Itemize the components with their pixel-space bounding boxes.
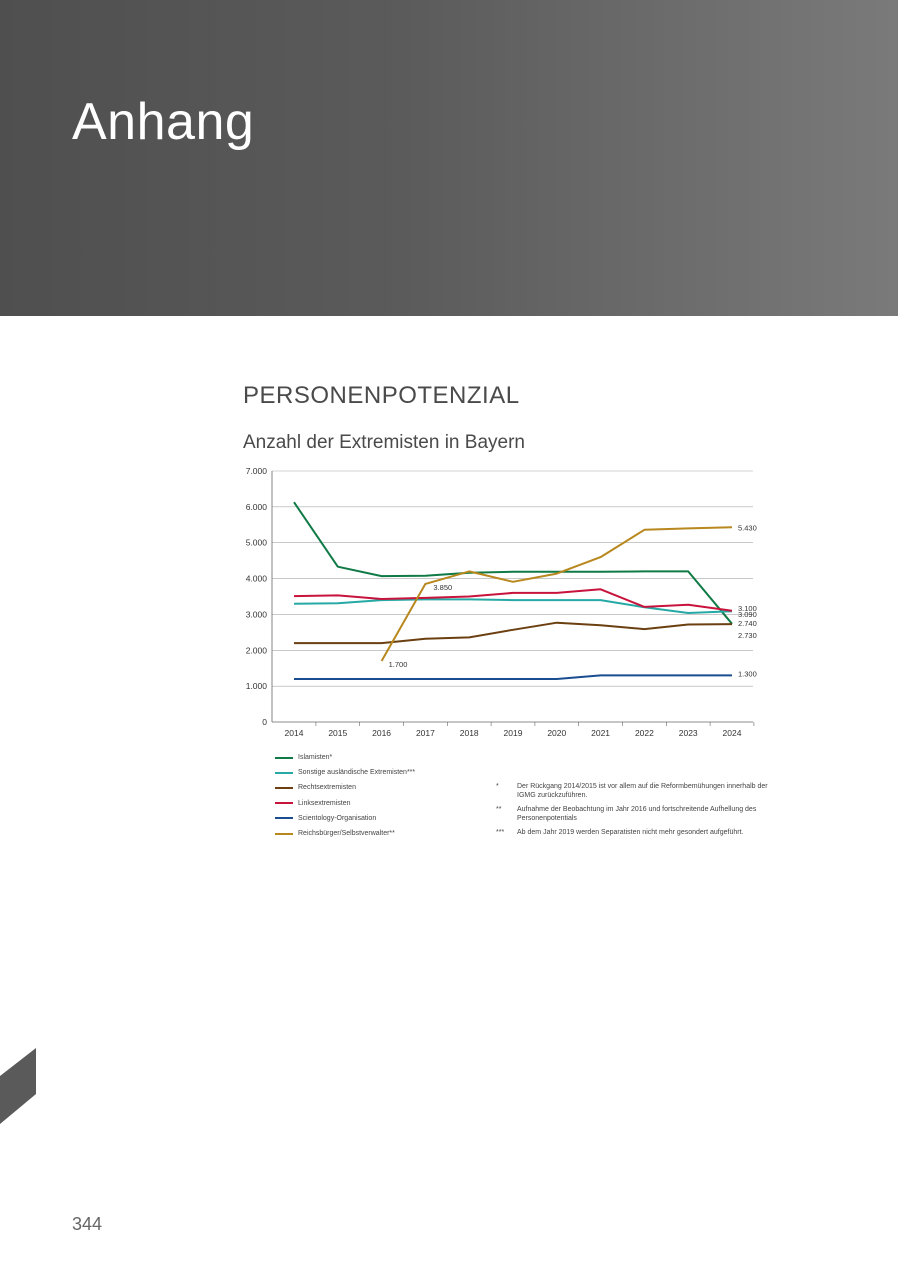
legend-label: Reichsbürger/Selbstverwalter** <box>298 830 395 838</box>
y-tick-label: 1.000 <box>245 681 267 692</box>
chart-legend <box>275 750 415 841</box>
x-tick-label: 2014 <box>284 728 304 738</box>
data-label: 3.850 <box>433 582 453 592</box>
header-band <box>0 0 898 316</box>
footnote-text: Der Rückgang 2014/2015 ist vor allem auf die Reformbemühungen innerhalb der IGMG zurückzuführen. <box>517 783 768 799</box>
footnote-mark: ** <box>496 806 502 813</box>
y-tick-label: 2.000 <box>245 645 267 656</box>
corner-decoration <box>0 1046 40 1126</box>
line-chart <box>225 460 795 740</box>
legend-label: Linksextremisten <box>298 799 351 807</box>
legend-swatch <box>275 787 293 789</box>
data-label: 2.740 <box>738 618 757 628</box>
footnote <box>496 806 781 823</box>
legend-item <box>275 826 415 841</box>
x-tick-label: 2024 <box>722 728 742 738</box>
legend-swatch <box>275 757 293 759</box>
x-tick-label: 2023 <box>678 728 698 738</box>
x-tick-label: 2018 <box>459 728 479 738</box>
x-tick-label: 2016 <box>372 728 392 738</box>
legend-item <box>275 796 415 811</box>
series-line <box>382 527 732 661</box>
legend-label: Rechtsextremisten <box>298 784 356 792</box>
data-label: 3.090 <box>738 610 757 620</box>
chart-title: Anzahl der Extremisten in Bayern <box>243 432 525 453</box>
x-tick-label: 2015 <box>328 728 348 738</box>
data-label: 2.730 <box>738 631 757 641</box>
legend-swatch <box>275 772 293 774</box>
legend-label: Scientology-Organisation <box>298 814 377 822</box>
x-tick-label: 2021 <box>591 728 611 738</box>
footnotes <box>496 783 781 844</box>
legend-label: Islamisten* <box>298 754 333 762</box>
footnote-text: Aufnahme der Beobachtung im Jahr 2016 und fortschreitende Aufhellung des Personenpotentials <box>517 806 757 822</box>
footnote-mark: * <box>496 783 499 790</box>
legend-swatch <box>275 833 293 835</box>
x-tick-label: 2019 <box>503 728 523 738</box>
legend-swatch <box>275 802 293 804</box>
footnote <box>496 829 781 838</box>
legend-item <box>275 780 415 795</box>
x-tick-label: 2017 <box>415 728 435 738</box>
y-tick-label: 5.000 <box>245 537 267 548</box>
footnote-text: Ab dem Jahr 2019 werden Separatisten nicht mehr gesondert aufgeführt. <box>517 829 744 836</box>
series-line <box>294 675 732 679</box>
legend-item <box>275 765 415 780</box>
x-tick-label: 2022 <box>634 728 654 738</box>
data-label: 1.700 <box>388 660 408 670</box>
legend-item <box>275 811 415 826</box>
page-number: 344 <box>72 1214 103 1234</box>
series-line <box>294 623 732 643</box>
section-title: PERSONENPOTENZIAL <box>243 382 520 409</box>
legend-label: Sonstige ausländische Extremisten*** <box>298 769 416 777</box>
y-tick-label: 4.000 <box>245 573 267 584</box>
y-tick-label: 0 <box>262 717 267 727</box>
page-title: Anhang <box>72 93 255 151</box>
data-label: 1.300 <box>738 669 757 679</box>
y-tick-label: 3.000 <box>245 609 267 620</box>
legend-item <box>275 750 415 765</box>
footnote-mark: *** <box>496 829 505 836</box>
data-label: 5.430 <box>738 523 757 533</box>
y-tick-label: 6.000 <box>245 501 267 512</box>
data-label: 3.100 <box>738 603 757 613</box>
legend-swatch <box>275 817 293 819</box>
y-tick-label: 7.000 <box>245 466 267 476</box>
footnote <box>496 783 781 800</box>
x-tick-label: 2020 <box>547 728 567 738</box>
